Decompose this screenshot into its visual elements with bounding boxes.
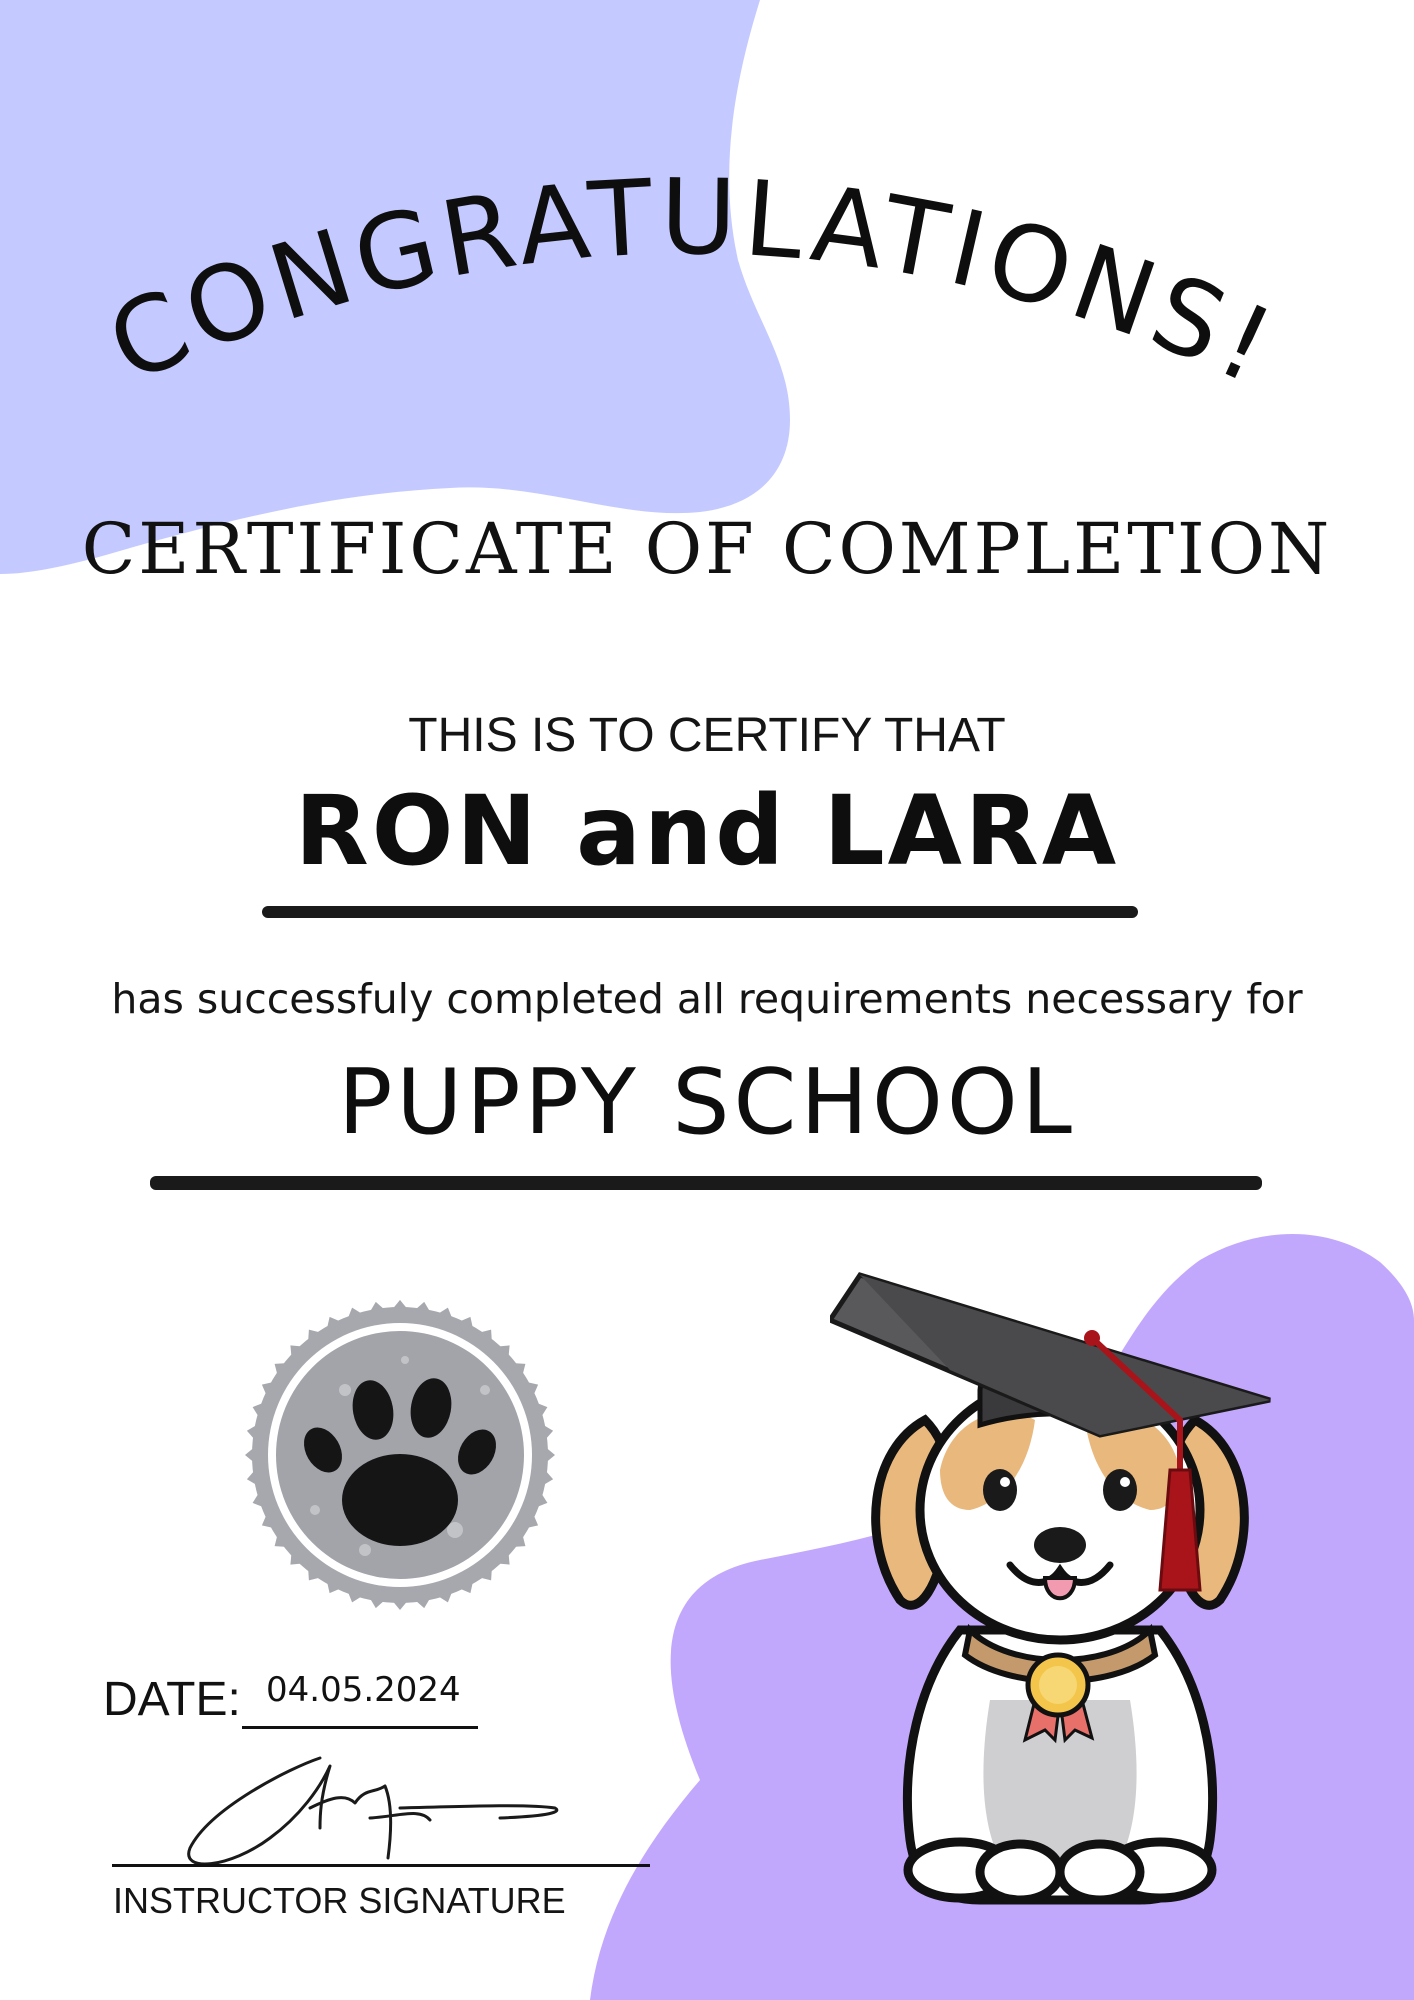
recipient-name: RON and LARA bbox=[294, 775, 1120, 887]
puppy-graduate-icon bbox=[830, 1260, 1290, 1920]
course-name: PUPPY SCHOOL bbox=[338, 1050, 1076, 1155]
signature-label: INSTRUCTOR SIGNATURE bbox=[113, 1880, 566, 1921]
course-underline bbox=[150, 1176, 1262, 1190]
paw-seal-icon bbox=[245, 1300, 555, 1610]
name-underline bbox=[262, 906, 1138, 918]
headline-text: CONGRATULATIONS! bbox=[91, 155, 1295, 410]
instructor-signature bbox=[170, 1748, 570, 1878]
signature-line bbox=[112, 1864, 650, 1867]
svg-text:CONGRATULATIONS! bbox=[91, 156, 1295, 410]
date-value: 04.05.2024 bbox=[266, 1670, 461, 1710]
congratulations-headline bbox=[0, 0, 1414, 520]
date-line bbox=[242, 1726, 478, 1729]
certificate-title: CERTIFICATE OF COMPLETION bbox=[81, 508, 1333, 590]
certify-text: THIS IS TO CERTIFY THAT bbox=[408, 709, 1006, 762]
completed-text: has successfuly completed all requirements necessary for bbox=[111, 975, 1303, 1023]
date-label: DATE: bbox=[103, 1673, 241, 1726]
